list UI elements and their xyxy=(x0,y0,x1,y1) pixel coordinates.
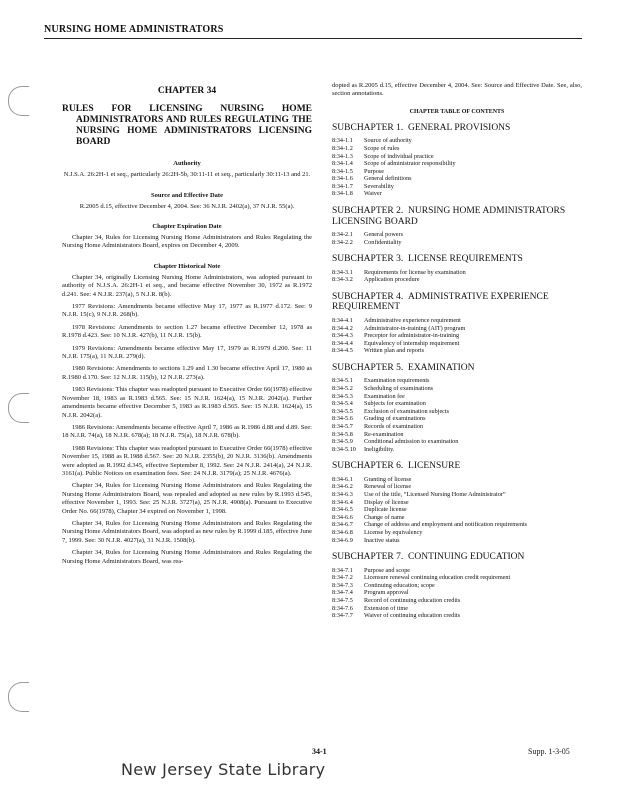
subchapter-heading xyxy=(332,363,582,374)
section-number: 8:34-7.5 xyxy=(332,597,353,605)
expiration-heading: Chapter Expiration Date xyxy=(152,223,222,230)
section-title: Duplicate license xyxy=(364,506,407,514)
toc-entry xyxy=(332,175,582,183)
toc-entry xyxy=(332,160,582,168)
section-title: Administrator-in-training (AIT) program xyxy=(364,324,466,332)
subchapter-label: SUBCHAPTER 7. xyxy=(332,552,404,563)
toc-entry xyxy=(332,506,582,514)
right-column xyxy=(332,82,582,620)
section-title: Conditional admission to examination xyxy=(364,438,459,446)
section-title: Continuing education; scope xyxy=(364,581,435,589)
toc-entry xyxy=(332,597,582,605)
section-number: 8:34-1.4 xyxy=(332,160,353,168)
section-number: 8:34-5.6 xyxy=(332,415,353,423)
section-title: Display of license xyxy=(364,498,409,506)
section-number: 8:34-1.3 xyxy=(332,152,353,160)
history-notes xyxy=(62,274,312,566)
section-number: 8:34-7.7 xyxy=(332,612,353,620)
subchapter-heading xyxy=(332,552,582,563)
section-title: Scope of administrator responsibility xyxy=(364,160,456,168)
toc-entry xyxy=(332,537,582,545)
source-text: R.2005 d.15, effective December 4, 2004. See: 36 N.J.R. 2402(a), 37 N.J.R. 55(a). xyxy=(79,202,295,210)
subchapter-heading xyxy=(332,254,582,265)
section-title: Program approval xyxy=(364,589,409,597)
subchapter-heading xyxy=(332,292,582,313)
section-title: Records of examination xyxy=(364,422,424,430)
section-title: Source of authority xyxy=(364,137,412,145)
subchapter-title: ADMINISTRATIVE EXPERIENCE REQUIREMENT xyxy=(332,291,549,313)
toc-entry xyxy=(332,491,582,499)
section-title: Application procedure xyxy=(364,276,420,284)
section-title: General powers xyxy=(364,231,403,239)
subchapter-heading xyxy=(332,206,582,227)
toc-entry xyxy=(332,574,582,582)
history-paragraph: 1979 Revisions: Amendments became effective May 17, 1979 as R.1979 d.200. See: 11 N.J.R. 175(a), 11 N.J.R. 279(d). xyxy=(62,344,312,361)
section-number: 8:34-1.6 xyxy=(332,175,353,183)
toc-entry xyxy=(332,400,582,408)
toc-entry xyxy=(332,153,582,161)
toc-entry xyxy=(332,325,582,333)
section-number: 8:34-3.2 xyxy=(332,276,353,284)
section-number: 8:34-2.2 xyxy=(332,238,353,246)
section-number: 8:34-5.3 xyxy=(332,392,353,400)
section-title: Re-examination xyxy=(364,430,404,438)
section-title: Requirements for license by examination xyxy=(364,268,466,276)
punch-hole-top xyxy=(8,86,29,116)
toc-entry xyxy=(332,612,582,620)
section-number: 8:34-1.1 xyxy=(332,137,353,145)
section-number: 8:34-6.1 xyxy=(332,475,353,483)
subchapter-label: SUBCHAPTER 4. xyxy=(332,291,404,302)
toc-entry xyxy=(332,431,582,439)
section-number: 8:34-3.1 xyxy=(332,268,353,276)
section-number: 8:34-5.8 xyxy=(332,430,353,438)
header-rule xyxy=(44,38,582,39)
history-paragraph: 1983 Revisions: This chapter was readopted pursuant to Executive Order 66(1978) effective November 18, 1983 as R.1983 d.565. See: 15 N.J.R. 1624(a), 15 N.J.R. 2042(a). Further amendments became effective December 5, 1983 as R.1983 d.565. See: 15 N.J.R. 1624(a), 15 N.J.R. 2042(a). xyxy=(62,386,312,419)
toc-entry xyxy=(332,231,582,239)
section-number: 8:34-6.6 xyxy=(332,513,353,521)
section-number: 8:34-4.4 xyxy=(332,339,353,347)
section-title: Scope of individual practice xyxy=(364,152,434,160)
section-number: 8:34-2.1 xyxy=(332,231,353,239)
toc-entry xyxy=(332,239,582,247)
subchapter-title: LICENSE REQUIREMENTS xyxy=(408,254,523,265)
running-head: NURSING HOME ADMINISTRATORS xyxy=(44,24,224,35)
subchapter-heading xyxy=(332,461,582,472)
toc-entry xyxy=(332,589,582,597)
section-number: 8:34-7.6 xyxy=(332,604,353,612)
section-number: 8:34-6.3 xyxy=(332,491,353,499)
toc-entry xyxy=(332,499,582,507)
subchapter-title: EXAMINATION xyxy=(408,362,475,373)
section-title: Administrative experience requirement xyxy=(364,316,461,324)
toc-title: CHAPTER TABLE OF CONTENTS xyxy=(409,108,505,115)
source-heading: Source and Effective Date xyxy=(151,191,223,199)
expiration-text: Chapter 34, Rules for Licensing Nursing Home Administrators and Rules Regulating the Nursing Home Administrators Board, expires on December 4, 2009. xyxy=(62,234,312,250)
section-title: Use of the title, “Licensed Nursing Home Administrator” xyxy=(364,491,506,499)
section-title: Scope of rules xyxy=(364,144,400,152)
toc-entry xyxy=(332,340,582,348)
toc-entry xyxy=(332,446,582,454)
section-number: 8:34-5.4 xyxy=(332,400,353,408)
toc-entry xyxy=(332,567,582,575)
section-number: 8:34-5.10 xyxy=(332,445,356,453)
history-paragraph: Chapter 34, Rules for Licensing Nursing Home Administrators and Rules Regulating the Nursing Home Administrators Board, was rea- xyxy=(62,549,312,565)
toc-entry xyxy=(332,393,582,401)
subchapter-label: SUBCHAPTER 2. xyxy=(332,206,404,217)
section-title: Exclusion of examination subjects xyxy=(364,407,450,415)
history-paragraph: Chapter 34, originally Licensing Nursing Home Administrators, was adopted pursuant to authority of N.J.S.A. 26:2H-1 et seq., and became effective November 30, 1972 as R.1972 d.241. See: 4 N.J.R. 237(a), 5 N.J.R. 8(b). xyxy=(62,273,312,298)
section-title: Waiver of continuing education credits xyxy=(364,612,461,620)
toc-entry xyxy=(332,347,582,355)
authority-heading: Authority xyxy=(173,160,201,167)
section-title: Confidentiality xyxy=(364,238,402,246)
toc-entry xyxy=(332,276,582,284)
section-number: 8:34-7.4 xyxy=(332,589,353,597)
section-number: 8:34-5.7 xyxy=(332,422,353,430)
section-number: 8:34-5.2 xyxy=(332,385,353,392)
subchapter-label: SUBCHAPTER 5. xyxy=(332,362,404,373)
subchapter-title: NURSING HOME ADMINISTRATORS LICENSING BOARD xyxy=(332,206,566,227)
section-title: Preceptor for administrator-in-training xyxy=(364,332,460,340)
history-paragraph: 1980 Revisions: Amendments to sections 1.29 and 1.30 became effective April 17, 1980 as R.1980 d.170. See: 12 N.J.R. 115(b), 12 N.J.R. 273(a). xyxy=(62,365,312,381)
section-number: 8:34-7.3 xyxy=(332,581,353,589)
section-title: Granting of license xyxy=(364,475,412,483)
section-number: 8:34-1.5 xyxy=(332,167,353,175)
library-stamp: New Jersey State Library xyxy=(121,760,326,779)
toc-entry xyxy=(332,529,582,537)
toc-entry xyxy=(332,183,582,191)
toc-entry xyxy=(332,190,582,198)
section-title: Change of name xyxy=(364,513,405,521)
section-title: Severability xyxy=(364,182,394,190)
punch-hole-middle xyxy=(8,393,29,423)
punch-hole-bottom xyxy=(8,682,29,712)
section-title: Waiver xyxy=(364,190,382,198)
toc-entry xyxy=(332,317,582,325)
section-number: 8:34-6.2 xyxy=(332,483,353,491)
section-title: General definitions xyxy=(364,175,412,183)
section-number: 8:34-7.2 xyxy=(332,574,353,582)
section-title: Written plan and reports xyxy=(364,347,425,355)
section-title: Scheduling of examinations xyxy=(364,385,434,392)
history-paragraph: 1977 Revisions: Amendments became effective May 17, 1977 as R.1977 d.172. See: 9 N.J.R. 15(c), 9 N.J.R. 268(b). xyxy=(62,303,312,319)
section-number: 8:34-6.8 xyxy=(332,529,353,536)
left-column xyxy=(62,82,312,570)
section-title: Licensure renewal continuing education credit requirement xyxy=(364,574,511,582)
section-title: Purpose xyxy=(364,167,384,175)
section-number: 8:34-1.2 xyxy=(332,144,353,152)
toc-entry xyxy=(332,438,582,446)
section-number: 8:34-1.8 xyxy=(332,190,353,198)
section-title: Purpose and scope xyxy=(364,566,411,574)
toc-entry xyxy=(332,137,582,145)
section-number: 8:34-1.7 xyxy=(332,182,353,190)
toc-entry xyxy=(332,514,582,522)
page-number: 34-1 xyxy=(312,747,327,756)
authority-text: N.J.S.A. 26:2H-1 et seq., particularly 26:2H-5b, 30:11-11 et seq., particularly 30:11-13 and 21. xyxy=(63,171,311,178)
section-title: Ineligibility. xyxy=(364,445,395,453)
section-number: 8:34-6.9 xyxy=(332,536,353,544)
subchapter-title: CONTINUING EDUCATION xyxy=(408,552,525,563)
toc-entry xyxy=(332,423,582,431)
toc-entry xyxy=(332,605,582,613)
section-number: 8:34-5.5 xyxy=(332,407,353,415)
section-number: 8:34-6.4 xyxy=(332,498,353,506)
section-number: 8:34-4.1 xyxy=(332,316,353,324)
toc-entry xyxy=(332,521,582,529)
toc-entry xyxy=(332,476,582,484)
history-paragraph: 1986 Revisions: Amendments became effective April 7, 1986 as R.1986 d.88 and d.89. See: 18 N.J.R. 74(a), 18 N.J.R. 678(a); 18 N.J.R. 75(a), 18 N.J.R. 678(b). xyxy=(62,423,312,440)
toc-entry xyxy=(332,332,582,340)
history-paragraph: Chapter 34, Rules for Licensing Nursing Home Administrators and Rules Regulating the Nursing Home Administrators Board, was adopted as new rules by R.1999 d.185, effective June 7, 1999. See: 30 N.J.R. 4027(a), 31 N.J.R. 1508(b). xyxy=(62,519,312,544)
history-paragraph: 1978 Revisions: Amendments to section 1.27 became effective December 12, 1978 as R.1978 d.423. See: 10 N.J.R. 427(b), 11 N.J.R. 15(b). xyxy=(62,323,312,340)
section-title: Change of address and employment and notification requirements xyxy=(364,521,528,529)
history-paragraph: Chapter 34, Rules for Licensing Nursing Home Administrators and Rules Regulating the Nursing Home Administrators Board, was repealed and adopted as new rules by R.1993 d.545, effective November 1, 1993. See: 25 N.J.R. 3727(a), 25 N.J.R. 4908(a). Pursuant to Executive Order No. 66(1978), Chapter 34 expired on November 1, 1998. xyxy=(62,482,312,515)
section-number: 8:34-4.3 xyxy=(332,332,353,340)
table-of-contents xyxy=(332,123,582,620)
toc-entry xyxy=(332,145,582,153)
supplement-date: Supp. 1-3-05 xyxy=(528,747,570,756)
subchapter-title: LICENSURE xyxy=(408,461,461,472)
section-title: Grading of examinations xyxy=(364,415,426,423)
section-title: Equivalency of internship requirement xyxy=(364,339,460,347)
chapter-title: CHAPTER 34 xyxy=(157,86,217,96)
section-number: 8:34-5.1 xyxy=(332,377,353,385)
rules-title: RULES FOR LICENSING NURSING HOME ADMINISTRATORS AND RULES REGULATING THE NURSING HOME ADMINISTRATORS LICENSING BOARD xyxy=(62,104,312,147)
subchapter-label: SUBCHAPTER 1. xyxy=(332,122,404,133)
subchapter-label: SUBCHAPTER 6. xyxy=(332,461,404,472)
section-title: Extension of time xyxy=(364,604,408,612)
section-title: Subjects for examination xyxy=(364,400,426,408)
subchapter-label: SUBCHAPTER 3. xyxy=(332,254,404,265)
section-title: Examination requirements xyxy=(364,377,430,385)
toc-entry xyxy=(332,385,582,393)
section-number: 8:34-5.9 xyxy=(332,438,353,446)
toc-entry xyxy=(332,483,582,491)
section-number: 8:34-6.7 xyxy=(332,521,353,529)
subchapter-title: GENERAL PROVISIONS xyxy=(408,122,511,133)
toc-entry xyxy=(332,415,582,423)
history-continuation: dopted as R.2005 d.15, effective December 4, 2004. See: Source and Effective Date. See, also, section annotations. xyxy=(332,82,582,98)
history-heading: Chapter Historical Note xyxy=(153,262,221,270)
section-title: Examination fee xyxy=(364,392,405,400)
section-title: Renewal of license xyxy=(364,483,412,491)
toc-entry xyxy=(332,408,582,416)
history-paragraph: 1988 Revisions: This chapter was readopted pursuant to Executive Order 66(1978) effective November 15, 1988 as R.1988 d.567. See: 20 N.J.R. 2355(b), 20 N.J.R. 3136(b). Amendments were adopted as R.1992 d.345, effective September 8, 1992. See: 24 N.J.R. 2414(a), 24 N.J.R. 3161(a). Public Notices on examination fees. See: 24 N.J.R. 3179(a); 25 N.J.R. 4676(a). xyxy=(62,444,312,477)
subchapter-heading xyxy=(332,123,582,134)
section-title: License by equivalency xyxy=(364,529,423,536)
section-title: Inactive status xyxy=(364,536,400,544)
toc-entry xyxy=(332,582,582,590)
section-title: Record of continuing education credits xyxy=(364,597,461,605)
toc-entry xyxy=(332,377,582,385)
toc-entry xyxy=(332,269,582,277)
section-number: 8:34-4.2 xyxy=(332,324,353,332)
section-number: 8:34-4.5 xyxy=(332,347,353,355)
section-number: 8:34-7.1 xyxy=(332,566,353,574)
section-number: 8:34-6.5 xyxy=(332,506,353,514)
toc-entry xyxy=(332,168,582,176)
